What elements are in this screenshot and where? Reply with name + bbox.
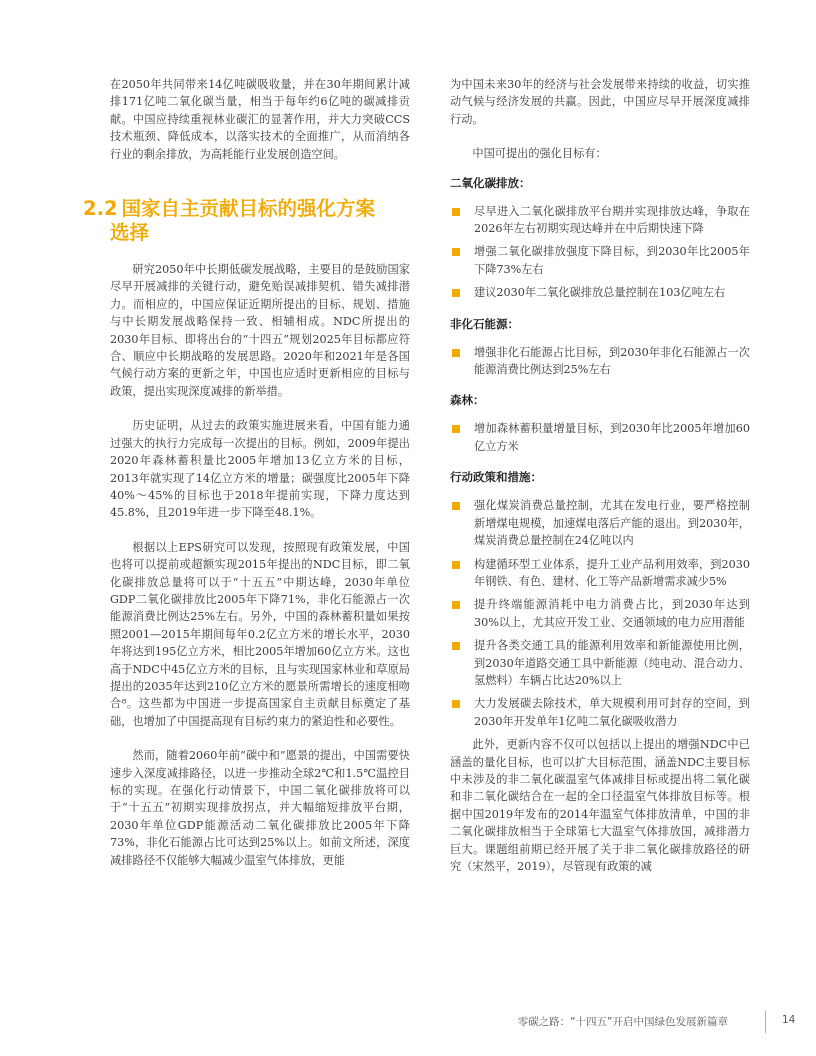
section-number: 2.2 (83, 197, 118, 221)
list-item: 增强二氧化碳排放强度下降目标，到2030年比2005年下降73%左右 (450, 243, 750, 278)
square-bullet-icon (452, 601, 460, 609)
paragraph: 为中国未来30年的经济与社会发展带来持续的收益，切实推动气候与经济发展的共赢。因此，中国应尽早开展深度减排行动。 (450, 78, 750, 126)
left-column (83, 76, 410, 869)
square-bullet-icon (452, 425, 460, 433)
square-bullet-icon (452, 248, 460, 256)
section-title-line1: 国家自主贡献目标的强化方案 (121, 197, 376, 221)
paragraph: 然而，随着2060年前“碳中和”愿景的提出，中国需要快速步入深度减排路径，以进一步推动全球2℃和1.5℃温控目标的实现。在强化行动情景下，中国二氧化碳排放将可以于“十五五”初期实现排放拐点，并大幅缩短排放平台期，2030年单位GDP能源活动二氧化碳排放比2005年下降73%，非化石能源占比可达到25%以上。如前文所述，深度减排路径不仅能够大幅减少温室气体排放，更能 (110, 749, 410, 867)
footer-divider (765, 1011, 766, 1033)
bullet-list (450, 203, 750, 302)
list-item: 建议2030年二氧化碳排放总量控制在103亿吨左右 (450, 284, 750, 301)
section-title-line2: 选择 (110, 221, 150, 245)
list-item: 增加森林蓄积量增量目标，到2030年比2005年增加60亿立方米 (450, 420, 750, 455)
group-title: 森林： (450, 393, 485, 408)
targets-intro: 中国可提出的强化目标有： (472, 147, 607, 161)
paragraph: 此外，更新内容不仅可以包括以上提出的增强NDC中已涵盖的量化目标，也可以扩大目标范围，涵盖NDC主要目标中未涉及的非二氧化碳温室气体减排目标或提出将二氧化碳和非二氧化碳结合在一起的全口径温室气体排放目标等。根据中国2019年发布的2014年温室气体排放清单，中国的非二氧化碳排放相当于全球第七大温室气体排放国，减排潜力巨大。课题组前期已经开展了关于非二氧化碳排放路径的研究（宋然平，2019），尽管现有政策的减 (450, 738, 750, 873)
section-heading (83, 197, 410, 245)
square-bullet-icon (452, 642, 460, 650)
bullet-list (450, 420, 750, 455)
list-item: 强化煤炭消费总量控制，尤其在发电行业，要严格控制新增煤电规模，加速煤电落后产能的退出。到2030年，煤炭消费总量控制在24亿吨以内 (450, 497, 750, 549)
square-bullet-icon (452, 561, 460, 569)
right-column (450, 76, 750, 875)
square-bullet-icon (452, 208, 460, 216)
list-item: 构建循环型工业体系，提升工业产品利用效率，到2030年钢铁、有色、建材、化工等产品新增需求减少5% (450, 556, 750, 591)
group-title: 非化石能源： (450, 316, 519, 331)
group-title: 二氧化碳排放： (450, 175, 531, 190)
paragraph: 研究2050年中长期低碳发展战略，主要目的是鼓励国家尽早开展减排的关键行动，避免贻误减排契机、错失减排潜力。而相应的，中国应保证近期所提出的目标、规划、措施与中长期发展战略保持一致、相辅相成。NDC所提出的2030年目标、即将出台的“十四五”规划2025年目标都应符合、顺应中长期战略的发展思路。2020年和2021年是各国气候行动方案的更新之年，中国也应适时更新相应的目标与政策，提出实现深度减排的新举措。 (110, 263, 410, 398)
list-item: 尽早进入二氧化碳排放平台期并实现排放达峰，争取在2026年左右初期实现达峰并在中后期快速下降 (450, 203, 750, 238)
page-number: 14 (782, 1014, 796, 1026)
page-footer (0, 1011, 816, 1033)
square-bullet-icon (452, 289, 460, 297)
square-bullet-icon (452, 349, 460, 357)
paragraph: 在2050年共同带来14亿吨碳吸收量，并在30年期间累计减排171亿吨二氧化碳当量，相当于每年约6亿吨的碳减排贡献。中国应持续重视林业碳汇的显著作用，并大力突破CCS技术瓶颈、降低成本，以落实技术的全面推广，从而消纳各行业的剩余排放，为高耗能行业发展创造空间。 (110, 78, 410, 161)
list-item: 增强非化石能源占比目标，到2030年非化石能源占一次能源消费比例达到25%左右 (450, 344, 750, 379)
square-bullet-icon (452, 700, 460, 708)
group-title: 行动政策和措施： (450, 470, 542, 485)
paragraph: 历史证明，从过去的政策实施进展来看，中国有能力通过强大的执行力完成每一次提出的目标。例如，2009年提出2020年森林蓄积量比2005年增加13亿立方米的目标，2013年就实现了14亿立方米的增量；碳强度比2005年下降40%～45%的目标也于2018年提前实现，下降力度达到45.8%，且2019年进一步下降至48.1%。 (110, 419, 410, 520)
list-item: 大力发展碳去除技术，单大规模利用可封存的空间，到2030年开发单年1亿吨二氧化碳吸收潜力 (450, 695, 750, 730)
list-item: 提升终端能源消耗中电力消费占比，到2030年达到30%以上，尤其应开发工业、交通领域的电力应用潜能 (450, 596, 750, 631)
bullet-list (450, 497, 750, 730)
bullet-list (450, 344, 750, 379)
paragraph: 根据以上EPS研究可以发现，按照现有政策发展，中国也将可以提前或超额实现2015年提出的NDC目标，即二氧化碳排放总量将可以于“十五五”中期达峰，2030年单位GDP二氧化碳排放比2005年下降71%，非化石能源占一次能源消费比例达25%左右。另外，中国的森林蓄积量如果按照2001—2015年期间每年0.2亿立方米的增长水平，2030年将达到195亿立方米，相比2005年增加60亿立方米。这也高于NDC中45亿立方米的目标，且与实现国家林业和草原局提出的2035年达到210亿立方米的愿景所需增长的速度相吻合⁸。这些都为中国进一步提高国家自主贡献目标奠定了基础，也增加了中国提高现有目标约束力的紧迫性和必要性。 (110, 540, 410, 728)
square-bullet-icon (452, 502, 460, 510)
footer-title: 零碳之路：“十四五”开启中国绿色发展新篇章 (517, 1016, 728, 1028)
list-item: 提升各类交通工具的能源利用效率和新能源使用比例，到2030年道路交通工具中新能源（纯电动、混合动力、氢燃料）车辆占比达20%以上 (450, 637, 750, 689)
